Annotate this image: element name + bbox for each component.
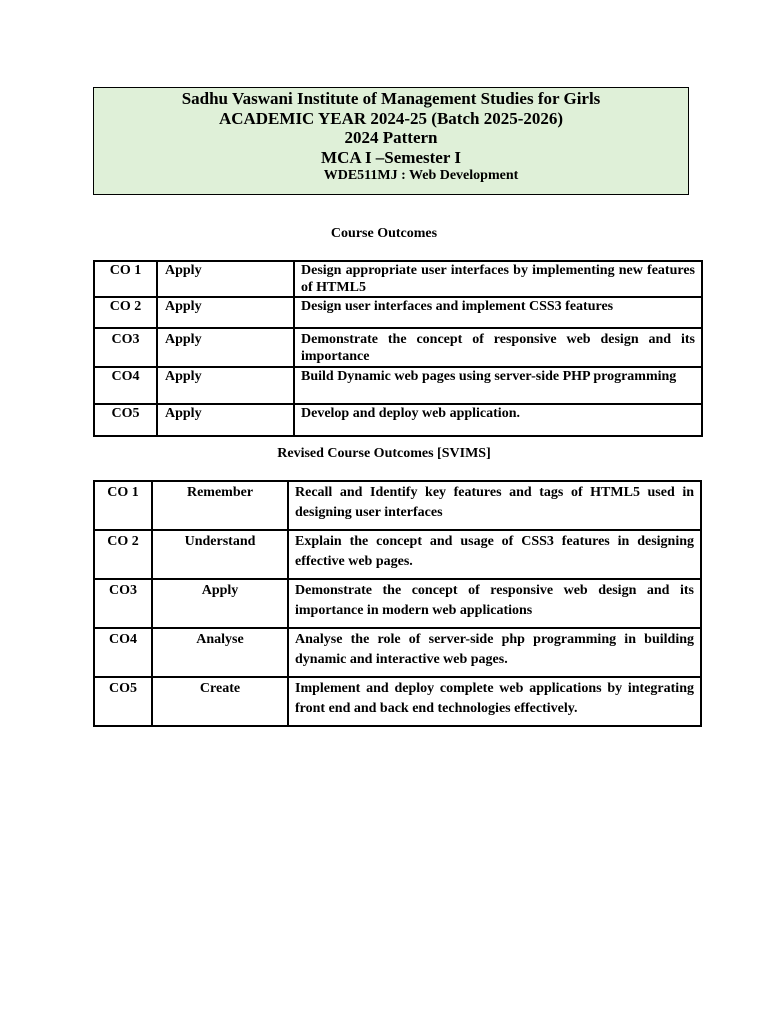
co-description: Implement and deploy complete web applications by integrating front end and back end technologies effectively. — [288, 677, 701, 726]
co-id: CO3 — [94, 328, 157, 367]
co-level: Apply — [157, 261, 294, 297]
co-id: CO 2 — [94, 297, 157, 328]
table-row — [94, 628, 701, 677]
co-id: CO5 — [94, 677, 152, 726]
co-id: CO3 — [94, 579, 152, 628]
revised-outcomes-table — [93, 480, 702, 727]
co-description: Analyse the role of server-side php programming in building dynamic and interactive web pages. — [288, 628, 701, 677]
course-code: WDE511MJ : Web Development — [323, 168, 519, 183]
co-id: CO 1 — [94, 481, 152, 530]
co-level: Create — [152, 677, 288, 726]
co-description: Demonstrate the concept of responsive web design and its importance — [294, 328, 702, 367]
pattern: 2024 Pattern — [344, 128, 438, 147]
co-level: Apply — [157, 367, 294, 404]
institute-name: Sadhu Vaswani Institute of Management Studies for Girls — [181, 89, 601, 108]
co-level: Apply — [157, 297, 294, 328]
co-level: Analyse — [152, 628, 288, 677]
co-id: CO 2 — [94, 530, 152, 579]
table-row — [94, 328, 702, 367]
co-level: Remember — [152, 481, 288, 530]
table-row — [94, 579, 701, 628]
course-outcomes-title: Course Outcomes — [330, 226, 438, 241]
academic-year: ACADEMIC YEAR 2024-25 (Batch 2025-2026) — [218, 108, 564, 128]
table-row — [94, 261, 702, 297]
co-description: Demonstrate the concept of responsive web design and its importance in modern web applications — [288, 579, 701, 628]
table-row — [94, 677, 701, 726]
co-id: CO4 — [94, 367, 157, 404]
co-description: Develop and deploy web application. — [294, 404, 702, 436]
co-description: Design user interfaces and implement CSS3 features — [294, 297, 702, 328]
co-level: Apply — [157, 328, 294, 367]
revised-outcomes-title: Revised Course Outcomes [SVIMS] — [277, 446, 491, 461]
table-row — [94, 367, 702, 404]
course-outcomes-table — [93, 260, 703, 437]
document-header — [93, 87, 689, 195]
program: MCA I –Semester I — [321, 147, 461, 167]
co-description: Explain the concept and usage of CSS3 features in designing effective web pages. — [288, 530, 701, 579]
co-id: CO4 — [94, 628, 152, 677]
table-row — [94, 481, 701, 530]
co-description: Build Dynamic web pages using server-side PHP programming — [294, 367, 702, 404]
table-row — [94, 297, 702, 328]
co-id: CO 1 — [94, 261, 157, 297]
table-row — [94, 530, 701, 579]
co-description: Recall and Identify key features and tags of HTML5 used in designing user interfaces — [288, 481, 701, 530]
co-description: Design appropriate user interfaces by implementing new features of HTML5 — [294, 261, 702, 297]
co-level: Apply — [152, 579, 288, 628]
table-row — [94, 404, 702, 436]
co-id: CO5 — [94, 404, 157, 436]
co-level: Understand — [152, 530, 288, 579]
co-level: Apply — [157, 404, 294, 436]
